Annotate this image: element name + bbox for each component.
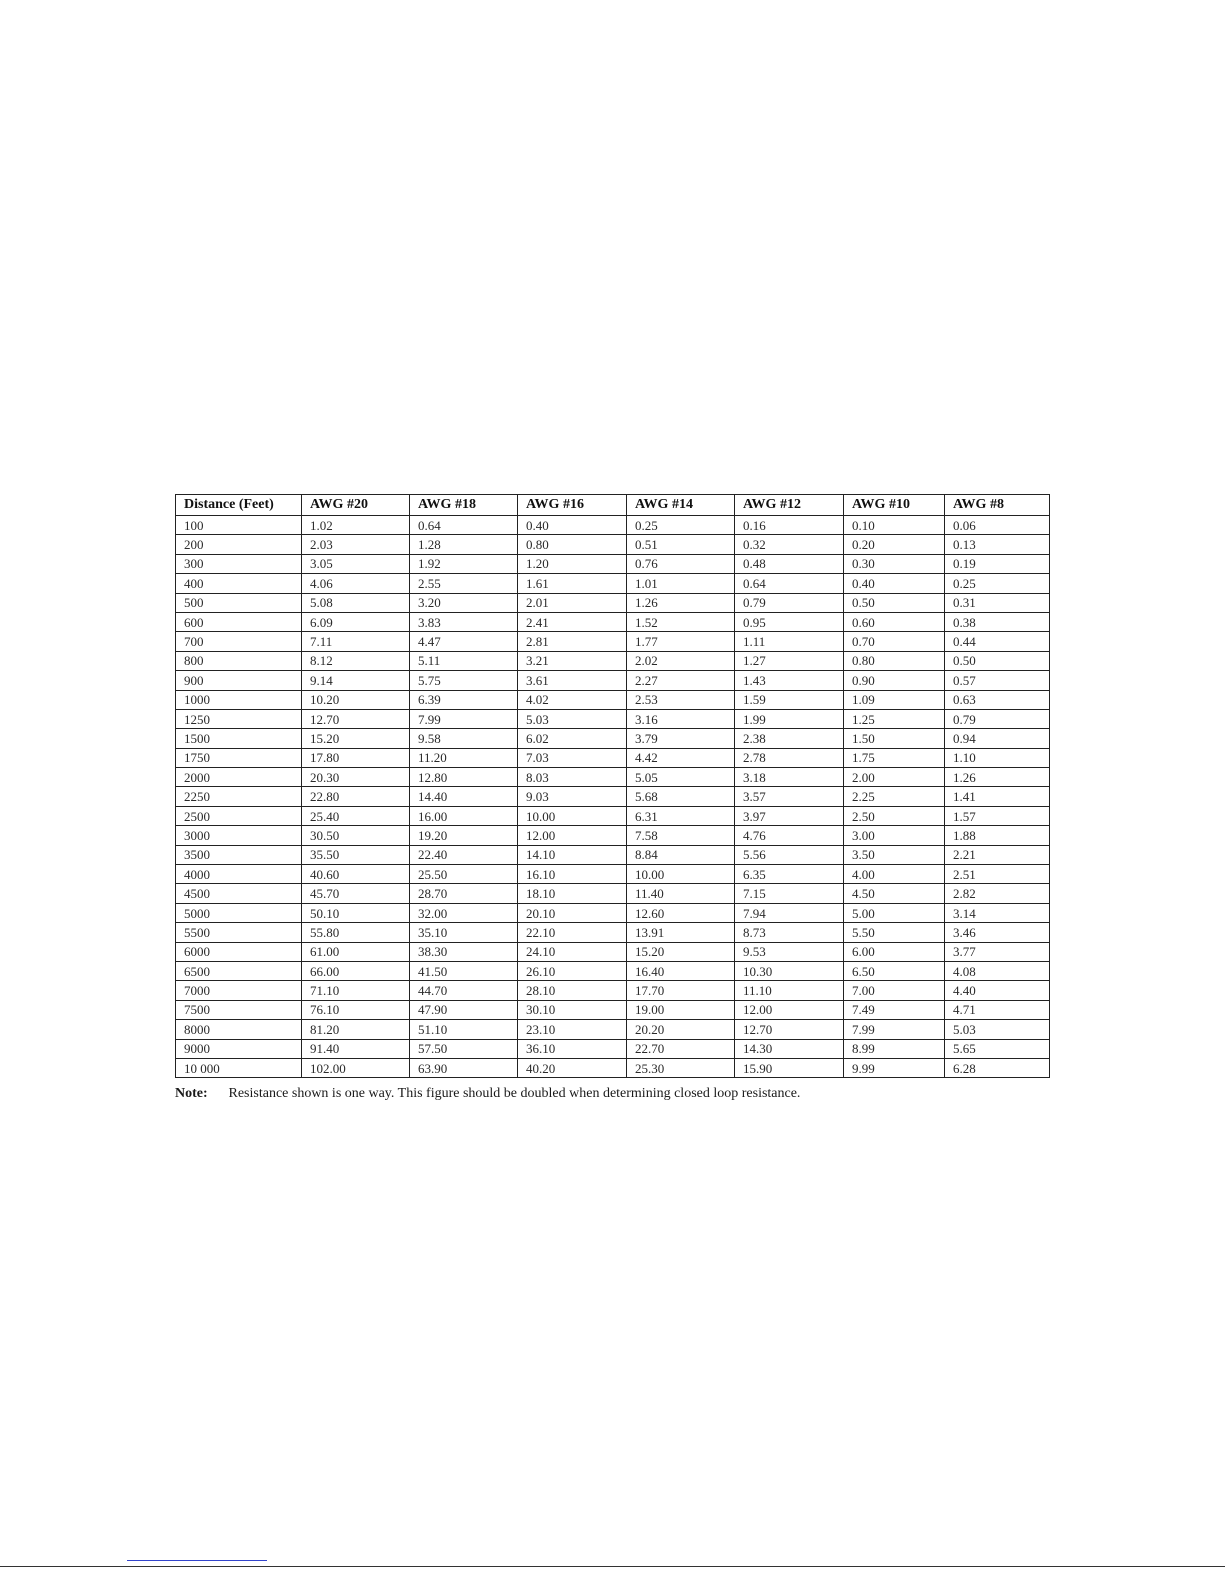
table-row <box>176 1000 1050 1019</box>
resistance-cell: 26.10 <box>518 961 627 980</box>
table-row <box>176 942 1050 961</box>
resistance-cell: 11.40 <box>627 884 735 903</box>
resistance-cell: 14.30 <box>735 1039 844 1058</box>
table-header-row <box>176 495 1050 516</box>
resistance-cell: 1.52 <box>627 612 735 631</box>
resistance-cell: 1.92 <box>410 554 518 573</box>
resistance-cell: 2.25 <box>844 787 945 806</box>
resistance-cell: 22.10 <box>518 923 627 942</box>
resistance-cell: 0.32 <box>735 535 844 554</box>
distance-cell: 1500 <box>176 729 302 748</box>
resistance-cell: 16.10 <box>518 865 627 884</box>
resistance-cell: 4.06 <box>302 574 410 593</box>
resistance-cell: 2.78 <box>735 748 844 767</box>
resistance-cell: 5.03 <box>518 709 627 728</box>
resistance-cell: 1.11 <box>735 632 844 651</box>
column-header-distance: Distance (Feet) <box>176 495 302 516</box>
resistance-cell: 4.76 <box>735 826 844 845</box>
resistance-cell: 12.00 <box>518 826 627 845</box>
resistance-cell: 10.00 <box>627 865 735 884</box>
resistance-cell: 8.84 <box>627 845 735 864</box>
table-note <box>175 1086 800 1102</box>
resistance-cell: 7.00 <box>844 981 945 1000</box>
resistance-cell: 2.27 <box>627 671 735 690</box>
table-body <box>176 516 1050 1078</box>
resistance-cell: 1.28 <box>410 535 518 554</box>
resistance-cell: 0.64 <box>735 574 844 593</box>
distance-cell: 6500 <box>176 961 302 980</box>
resistance-cell: 0.40 <box>844 574 945 593</box>
resistance-cell: 0.79 <box>945 709 1050 728</box>
resistance-cell: 7.99 <box>410 709 518 728</box>
resistance-cell: 7.94 <box>735 903 844 922</box>
resistance-cell: 4.42 <box>627 748 735 767</box>
table-row <box>176 709 1050 728</box>
distance-cell: 2500 <box>176 806 302 825</box>
resistance-cell: 1.20 <box>518 554 627 573</box>
distance-cell: 4000 <box>176 865 302 884</box>
resistance-cell: 0.70 <box>844 632 945 651</box>
resistance-cell: 0.76 <box>627 554 735 573</box>
resistance-cell: 47.90 <box>410 1000 518 1019</box>
resistance-cell: 1.99 <box>735 709 844 728</box>
table-row <box>176 593 1050 612</box>
table-row <box>176 612 1050 631</box>
resistance-cell: 4.02 <box>518 690 627 709</box>
resistance-cell: 1.25 <box>844 709 945 728</box>
resistance-cell: 7.58 <box>627 826 735 845</box>
resistance-cell: 57.50 <box>410 1039 518 1058</box>
resistance-cell: 15.90 <box>735 1058 844 1077</box>
resistance-cell: 1.26 <box>945 768 1050 787</box>
resistance-cell: 28.70 <box>410 884 518 903</box>
resistance-cell: 81.20 <box>302 1020 410 1039</box>
resistance-cell: 3.77 <box>945 942 1050 961</box>
resistance-cell: 11.20 <box>410 748 518 767</box>
resistance-cell: 32.00 <box>410 903 518 922</box>
resistance-cell: 3.97 <box>735 806 844 825</box>
resistance-cell: 3.83 <box>410 612 518 631</box>
resistance-cell: 9.58 <box>410 729 518 748</box>
table-row <box>176 981 1050 1000</box>
table-row <box>176 884 1050 903</box>
resistance-cell: 25.30 <box>627 1058 735 1077</box>
resistance-cell: 0.79 <box>735 593 844 612</box>
resistance-cell: 5.00 <box>844 903 945 922</box>
resistance-cell: 0.38 <box>945 612 1050 631</box>
resistance-cell: 1.50 <box>844 729 945 748</box>
resistance-cell: 10.20 <box>302 690 410 709</box>
resistance-cell: 6.35 <box>735 865 844 884</box>
resistance-cell: 0.63 <box>945 690 1050 709</box>
resistance-cell: 0.40 <box>518 516 627 535</box>
resistance-cell: 2.50 <box>844 806 945 825</box>
resistance-cell: 0.60 <box>844 612 945 631</box>
column-header-awg: AWG #8 <box>945 495 1050 516</box>
resistance-cell: 3.14 <box>945 903 1050 922</box>
resistance-cell: 10.30 <box>735 961 844 980</box>
resistance-cell: 50.10 <box>302 903 410 922</box>
table-row <box>176 768 1050 787</box>
resistance-cell: 0.25 <box>945 574 1050 593</box>
resistance-cell: 6.02 <box>518 729 627 748</box>
resistance-cell: 1.57 <box>945 806 1050 825</box>
resistance-cell: 25.40 <box>302 806 410 825</box>
table-row <box>176 535 1050 554</box>
distance-cell: 1250 <box>176 709 302 728</box>
resistance-cell: 8.12 <box>302 651 410 670</box>
column-header-awg: AWG #18 <box>410 495 518 516</box>
resistance-cell: 36.10 <box>518 1039 627 1058</box>
resistance-cell: 1.43 <box>735 671 844 690</box>
column-header-awg: AWG #16 <box>518 495 627 516</box>
distance-cell: 7000 <box>176 981 302 1000</box>
resistance-cell: 0.31 <box>945 593 1050 612</box>
column-header-awg: AWG #14 <box>627 495 735 516</box>
resistance-cell: 3.05 <box>302 554 410 573</box>
resistance-cell: 0.95 <box>735 612 844 631</box>
resistance-cell: 3.00 <box>844 826 945 845</box>
table-row <box>176 1039 1050 1058</box>
resistance-cell: 2.38 <box>735 729 844 748</box>
resistance-cell: 3.46 <box>945 923 1050 942</box>
distance-cell: 100 <box>176 516 302 535</box>
distance-cell: 1750 <box>176 748 302 767</box>
resistance-cell: 3.79 <box>627 729 735 748</box>
distance-cell: 700 <box>176 632 302 651</box>
resistance-cell: 0.10 <box>844 516 945 535</box>
resistance-cell: 13.91 <box>627 923 735 942</box>
resistance-cell: 6.09 <box>302 612 410 631</box>
resistance-cell: 22.80 <box>302 787 410 806</box>
resistance-cell: 0.80 <box>844 651 945 670</box>
resistance-cell: 3.20 <box>410 593 518 612</box>
table-row <box>176 845 1050 864</box>
distance-cell: 5000 <box>176 903 302 922</box>
distance-cell: 8000 <box>176 1020 302 1039</box>
resistance-cell: 22.70 <box>627 1039 735 1058</box>
resistance-cell: 6.00 <box>844 942 945 961</box>
resistance-cell: 2.53 <box>627 690 735 709</box>
distance-cell: 3500 <box>176 845 302 864</box>
resistance-cell: 5.56 <box>735 845 844 864</box>
resistance-table-container <box>175 494 1049 1078</box>
distance-cell: 4500 <box>176 884 302 903</box>
resistance-cell: 11.10 <box>735 981 844 1000</box>
table-row <box>176 806 1050 825</box>
resistance-cell: 2.81 <box>518 632 627 651</box>
column-header-awg: AWG #20 <box>302 495 410 516</box>
table-row <box>176 651 1050 670</box>
resistance-cell: 0.06 <box>945 516 1050 535</box>
footnote-link-underline <box>127 1560 267 1561</box>
resistance-cell: 2.41 <box>518 612 627 631</box>
resistance-cell: 0.80 <box>518 535 627 554</box>
resistance-cell: 22.40 <box>410 845 518 864</box>
resistance-cell: 0.50 <box>844 593 945 612</box>
resistance-cell: 1.26 <box>627 593 735 612</box>
resistance-cell: 30.10 <box>518 1000 627 1019</box>
resistance-cell: 9.03 <box>518 787 627 806</box>
resistance-cell: 0.90 <box>844 671 945 690</box>
resistance-cell: 12.00 <box>735 1000 844 1019</box>
resistance-cell: 20.30 <box>302 768 410 787</box>
resistance-cell: 45.70 <box>302 884 410 903</box>
distance-cell: 2250 <box>176 787 302 806</box>
resistance-cell: 35.10 <box>410 923 518 942</box>
resistance-cell: 17.70 <box>627 981 735 1000</box>
resistance-cell: 1.02 <box>302 516 410 535</box>
table-row <box>176 671 1050 690</box>
resistance-cell: 76.10 <box>302 1000 410 1019</box>
resistance-cell: 0.50 <box>945 651 1050 670</box>
note-text: Resistance shown is one way. This figure should be doubled when determining closed loop resistance. <box>228 1086 801 1101</box>
column-header-awg: AWG #12 <box>735 495 844 516</box>
resistance-cell: 24.10 <box>518 942 627 961</box>
resistance-cell: 2.82 <box>945 884 1050 903</box>
resistance-cell: 91.40 <box>302 1039 410 1058</box>
resistance-cell: 9.99 <box>844 1058 945 1077</box>
resistance-cell: 8.99 <box>844 1039 945 1058</box>
resistance-cell: 61.00 <box>302 942 410 961</box>
resistance-cell: 1.10 <box>945 748 1050 767</box>
resistance-cell: 0.19 <box>945 554 1050 573</box>
resistance-cell: 5.08 <box>302 593 410 612</box>
resistance-cell: 15.20 <box>627 942 735 961</box>
resistance-cell: 5.68 <box>627 787 735 806</box>
distance-cell: 400 <box>176 574 302 593</box>
resistance-cell: 7.49 <box>844 1000 945 1019</box>
resistance-cell: 0.30 <box>844 554 945 573</box>
resistance-cell: 1.59 <box>735 690 844 709</box>
page-bottom-rule <box>0 1566 1225 1567</box>
resistance-cell: 0.94 <box>945 729 1050 748</box>
resistance-cell: 12.70 <box>735 1020 844 1039</box>
table-row <box>176 1020 1050 1039</box>
resistance-cell: 0.64 <box>410 516 518 535</box>
resistance-cell: 2.01 <box>518 593 627 612</box>
note-label: Note: <box>175 1086 208 1101</box>
resistance-cell: 6.50 <box>844 961 945 980</box>
resistance-cell: 1.61 <box>518 574 627 593</box>
resistance-cell: 35.50 <box>302 845 410 864</box>
resistance-cell: 5.05 <box>627 768 735 787</box>
resistance-cell: 12.70 <box>302 709 410 728</box>
table-header <box>176 495 1050 516</box>
wire-resistance-table <box>175 494 1050 1078</box>
distance-cell: 500 <box>176 593 302 612</box>
resistance-cell: 9.14 <box>302 671 410 690</box>
resistance-cell: 3.61 <box>518 671 627 690</box>
resistance-cell: 4.08 <box>945 961 1050 980</box>
resistance-cell: 6.39 <box>410 690 518 709</box>
table-row <box>176 787 1050 806</box>
resistance-cell: 30.50 <box>302 826 410 845</box>
resistance-cell: 4.50 <box>844 884 945 903</box>
distance-cell: 300 <box>176 554 302 573</box>
resistance-cell: 25.50 <box>410 865 518 884</box>
distance-cell: 800 <box>176 651 302 670</box>
distance-cell: 7500 <box>176 1000 302 1019</box>
resistance-cell: 3.16 <box>627 709 735 728</box>
distance-cell: 3000 <box>176 826 302 845</box>
resistance-cell: 38.30 <box>410 942 518 961</box>
table-row <box>176 961 1050 980</box>
resistance-cell: 0.51 <box>627 535 735 554</box>
resistance-cell: 0.16 <box>735 516 844 535</box>
resistance-cell: 1.75 <box>844 748 945 767</box>
resistance-cell: 6.31 <box>627 806 735 825</box>
table-row <box>176 516 1050 535</box>
resistance-cell: 28.10 <box>518 981 627 1000</box>
resistance-cell: 44.70 <box>410 981 518 1000</box>
table-row <box>176 729 1050 748</box>
distance-cell: 1000 <box>176 690 302 709</box>
resistance-cell: 20.10 <box>518 903 627 922</box>
resistance-cell: 3.50 <box>844 845 945 864</box>
resistance-cell: 20.20 <box>627 1020 735 1039</box>
resistance-cell: 1.88 <box>945 826 1050 845</box>
distance-cell: 2000 <box>176 768 302 787</box>
resistance-cell: 2.00 <box>844 768 945 787</box>
table-row <box>176 1058 1050 1077</box>
table-row <box>176 748 1050 767</box>
resistance-cell: 4.47 <box>410 632 518 651</box>
resistance-cell: 5.03 <box>945 1020 1050 1039</box>
table-row <box>176 632 1050 651</box>
resistance-cell: 1.01 <box>627 574 735 593</box>
resistance-cell: 2.02 <box>627 651 735 670</box>
resistance-cell: 8.03 <box>518 768 627 787</box>
resistance-cell: 1.77 <box>627 632 735 651</box>
resistance-cell: 3.57 <box>735 787 844 806</box>
resistance-cell: 7.99 <box>844 1020 945 1039</box>
resistance-cell: 4.71 <box>945 1000 1050 1019</box>
table-row <box>176 865 1050 884</box>
distance-cell: 200 <box>176 535 302 554</box>
resistance-cell: 63.90 <box>410 1058 518 1077</box>
resistance-cell: 7.15 <box>735 884 844 903</box>
resistance-cell: 14.10 <box>518 845 627 864</box>
distance-cell: 10 000 <box>176 1058 302 1077</box>
resistance-cell: 16.00 <box>410 806 518 825</box>
resistance-cell: 15.20 <box>302 729 410 748</box>
distance-cell: 600 <box>176 612 302 631</box>
resistance-cell: 8.73 <box>735 923 844 942</box>
distance-cell: 9000 <box>176 1039 302 1058</box>
column-header-awg: AWG #10 <box>844 495 945 516</box>
resistance-cell: 0.57 <box>945 671 1050 690</box>
resistance-cell: 4.00 <box>844 865 945 884</box>
resistance-cell: 0.20 <box>844 535 945 554</box>
resistance-cell: 10.00 <box>518 806 627 825</box>
resistance-cell: 40.20 <box>518 1058 627 1077</box>
resistance-cell: 12.60 <box>627 903 735 922</box>
resistance-cell: 2.55 <box>410 574 518 593</box>
resistance-cell: 0.48 <box>735 554 844 573</box>
distance-cell: 6000 <box>176 942 302 961</box>
resistance-cell: 41.50 <box>410 961 518 980</box>
table-row <box>176 690 1050 709</box>
resistance-cell: 71.10 <box>302 981 410 1000</box>
resistance-cell: 6.28 <box>945 1058 1050 1077</box>
resistance-cell: 7.03 <box>518 748 627 767</box>
resistance-cell: 5.50 <box>844 923 945 942</box>
resistance-cell: 1.41 <box>945 787 1050 806</box>
resistance-cell: 2.21 <box>945 845 1050 864</box>
resistance-cell: 40.60 <box>302 865 410 884</box>
resistance-cell: 7.11 <box>302 632 410 651</box>
resistance-cell: 14.40 <box>410 787 518 806</box>
table-row <box>176 923 1050 942</box>
resistance-cell: 19.00 <box>627 1000 735 1019</box>
resistance-cell: 4.40 <box>945 981 1050 1000</box>
resistance-cell: 19.20 <box>410 826 518 845</box>
distance-cell: 5500 <box>176 923 302 942</box>
resistance-cell: 55.80 <box>302 923 410 942</box>
resistance-cell: 17.80 <box>302 748 410 767</box>
table-row <box>176 826 1050 845</box>
resistance-cell: 18.10 <box>518 884 627 903</box>
resistance-cell: 5.65 <box>945 1039 1050 1058</box>
resistance-cell: 5.75 <box>410 671 518 690</box>
resistance-cell: 16.40 <box>627 961 735 980</box>
resistance-cell: 0.13 <box>945 535 1050 554</box>
resistance-cell: 23.10 <box>518 1020 627 1039</box>
resistance-cell: 66.00 <box>302 961 410 980</box>
resistance-cell: 1.09 <box>844 690 945 709</box>
resistance-cell: 1.27 <box>735 651 844 670</box>
resistance-cell: 51.10 <box>410 1020 518 1039</box>
table-row <box>176 554 1050 573</box>
resistance-cell: 0.44 <box>945 632 1050 651</box>
distance-cell: 900 <box>176 671 302 690</box>
table-row <box>176 903 1050 922</box>
resistance-cell: 12.80 <box>410 768 518 787</box>
resistance-cell: 0.25 <box>627 516 735 535</box>
table-row <box>176 574 1050 593</box>
resistance-cell: 9.53 <box>735 942 844 961</box>
resistance-cell: 5.11 <box>410 651 518 670</box>
resistance-cell: 3.18 <box>735 768 844 787</box>
resistance-cell: 2.51 <box>945 865 1050 884</box>
resistance-cell: 102.00 <box>302 1058 410 1077</box>
resistance-cell: 2.03 <box>302 535 410 554</box>
resistance-cell: 3.21 <box>518 651 627 670</box>
